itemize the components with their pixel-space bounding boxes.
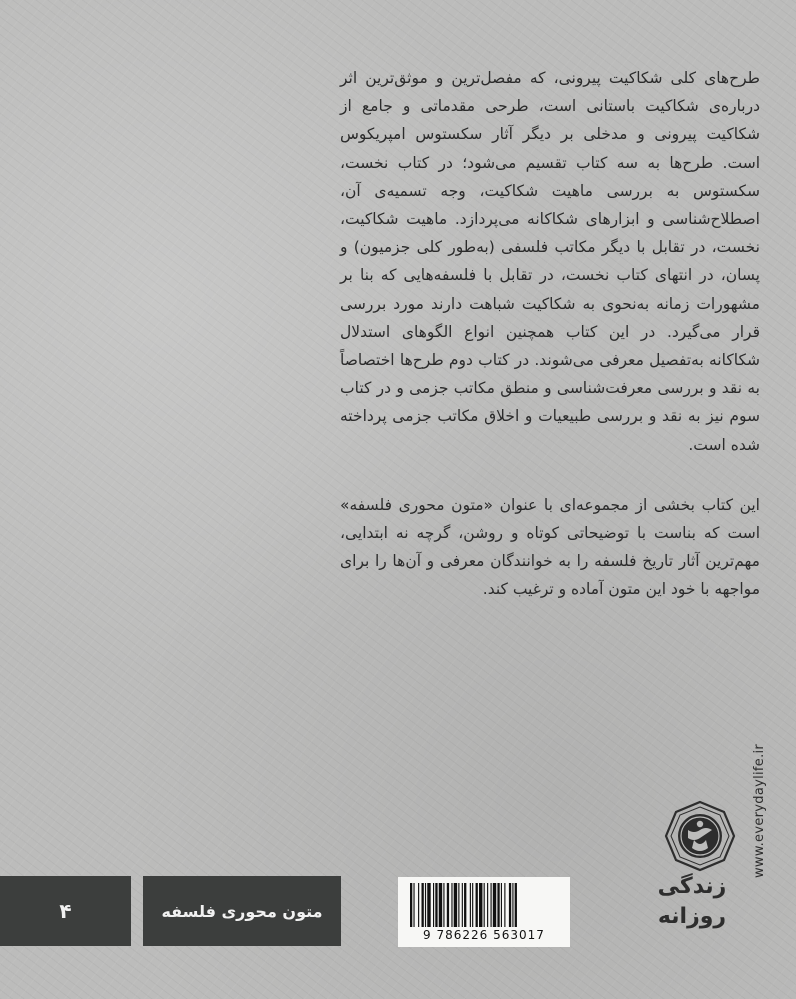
publisher-name <box>642 872 742 932</box>
barcode-bar <box>447 883 449 927</box>
barcode-bar <box>487 883 488 927</box>
barcode-bar <box>504 883 505 927</box>
publisher-emblem-icon <box>664 800 736 872</box>
barcode-bar <box>476 883 478 927</box>
series-number-badge <box>0 876 131 946</box>
barcode-bar <box>470 883 471 927</box>
publisher-website-text: www.everydaylife.ir <box>752 743 767 878</box>
barcode-bar <box>493 883 496 927</box>
barcode-bar <box>439 883 442 927</box>
series-name-badge <box>143 876 341 946</box>
barcode-bar <box>435 883 437 927</box>
barcode-bar <box>422 883 424 927</box>
barcode-bar <box>497 883 499 927</box>
barcode-bar <box>425 883 426 927</box>
isbn-barcode <box>398 877 570 947</box>
publisher-name-line-2: روزانه <box>657 904 727 929</box>
barcode-bar <box>454 883 457 927</box>
barcode-bars <box>408 883 560 927</box>
barcode-bar <box>509 883 511 927</box>
publisher-website <box>752 743 768 894</box>
barcode-bar <box>462 883 463 927</box>
barcode-digits: 9 786226 563017 <box>423 928 545 942</box>
blurb-paragraph-2: این کتاب بخشی از مجموعه‌ای با عنوان «متون محوری فلسفه» است که بناست با توضیحاتی کوتاه و روشن، گرچه نه ابتدایی، مهم‌ترین آثار تاریخ فلسفه را به خوانندگان معرفی و آن‌ها را برای مواجهه با خود این متون آماده و ترغیب کند. <box>340 495 760 599</box>
barcode-bar <box>443 883 444 927</box>
barcode-bar <box>479 883 482 927</box>
blurb-paragraph-1: طرح‌های کلی شکاکیت پیرونی، که مفصل‌ترین و موثق‌ترین اثر درباره‌ی شکاکیت باستانی است، طرحی مقدماتی و جامع از شکاکیت پیرونی و مدخلی بر دیگر آثار سکستوس امپریکوس است. طرح‌ها به سه کتاب تقسیم می‌شود؛ در کتاب نخست، سکستوس به بررسی ماهیت شکاکیت، وجه تسمیه‌ی آن، اصطلاح‌شناسی و ابزارهای شکاکانه می‌پردازد. ماهیت شکاکیت، نخست، در تقابل با دیگر مکاتب فلسفی (به‌طور کلی جزمیون) و پسان، در انتهای کتاب نخست، در تقابل با فلسفه‌هایی که بنا بر مشهورات زمانه به‌نحوی به شکاکیت شباهت دارند مورد بررسی قرار می‌گیرد. در این کتاب همچنین انواع الگوهای استدلال شکاکانه به‌تفصیل معرفی می‌شوند. در کتاب دوم طرح‌ها اختصاصاً به نقد و بررسی معرفت‌شناسی و منطق مکاتب جزمی و در کتاب سوم نیز به نقد و بررسی طبیعیات و اخلاق مکاتب جزمی پرداخته شده است. <box>340 69 760 454</box>
barcode-bar <box>515 883 517 927</box>
barcode-bar <box>410 883 412 927</box>
barcode-bar <box>464 883 466 927</box>
barcode-bar <box>484 883 485 927</box>
barcode-bar <box>418 883 419 927</box>
barcode-bar <box>427 883 430 927</box>
barcode-bar <box>501 883 502 927</box>
barcode-bar <box>413 883 414 927</box>
barcode-bar <box>433 883 434 927</box>
publisher-name-line-1: زندگی <box>657 874 727 899</box>
barcode-bar <box>512 883 513 927</box>
series-number: ۴ <box>59 899 72 923</box>
back-cover-blurb <box>340 64 760 604</box>
barcode-bar <box>451 883 452 927</box>
barcode-bar <box>491 883 492 927</box>
barcode-bar <box>472 883 473 927</box>
series-name: متون محوری فلسفه <box>161 901 323 921</box>
barcode-bar <box>458 883 459 927</box>
